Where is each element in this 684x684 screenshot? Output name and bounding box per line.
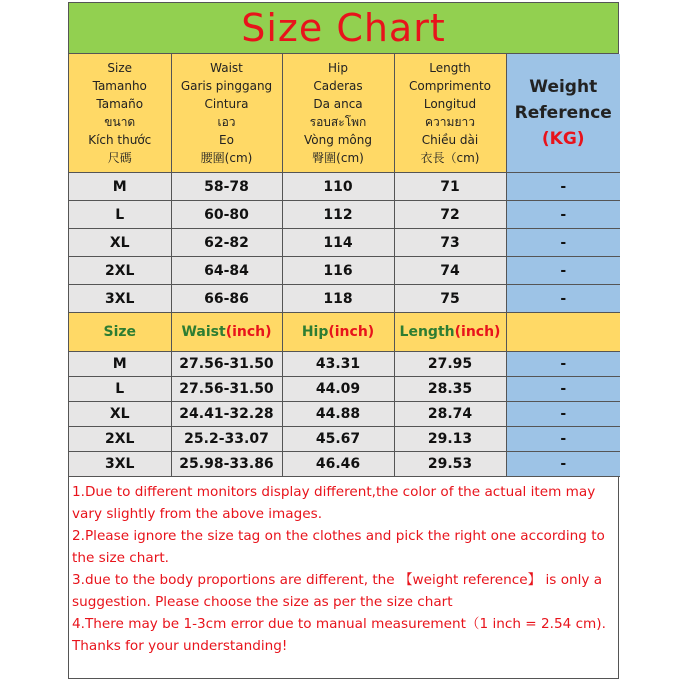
cell-hip: 44.88 xyxy=(282,402,394,427)
note-1: 1.Due to different monitors display different,the color of the actual item may vary slightly from the above images. xyxy=(72,484,596,522)
cell-size: 3XL xyxy=(69,452,171,477)
cell-size: M xyxy=(69,173,171,201)
inch-header-length: Length(inch) xyxy=(394,313,506,352)
header-length: Length Comprimento Longitud ความยาว Chiều dài 衣長（cm) xyxy=(394,54,506,173)
inch-header-waist: Waist(inch) xyxy=(171,313,282,352)
note-4: 4.There may be 1-3cm error due to manual measurement（1 inch = 2.54 cm). xyxy=(72,616,606,632)
cell-size: L xyxy=(69,377,171,402)
cell-length: 29.53 xyxy=(394,452,506,477)
cell-hip: 45.67 xyxy=(282,427,394,452)
size-table xyxy=(69,54,620,477)
table-row xyxy=(69,173,620,201)
header-waist: Waist Garis pinggang Cintura เอว Eo 腰圍(cm) xyxy=(171,54,282,173)
cell-size: 2XL xyxy=(69,427,171,452)
header-size: Size Tamanho Tamaño ขนาด Kích thước 尺碼 xyxy=(69,54,171,173)
table-row xyxy=(69,377,620,402)
cell-waist: 27.56-31.50 xyxy=(171,352,282,377)
cell-hip: 112 xyxy=(282,201,394,229)
table-row xyxy=(69,229,620,257)
cell-hip: 118 xyxy=(282,285,394,313)
inch-header-weight xyxy=(506,313,620,352)
cell-size: L xyxy=(69,201,171,229)
inch-header-row xyxy=(69,313,620,352)
cell-waist: 25.98-33.86 xyxy=(171,452,282,477)
table-row xyxy=(69,201,620,229)
chart-title: Size Chart xyxy=(69,3,618,54)
cell-weight: - xyxy=(506,427,620,452)
cell-length: 75 xyxy=(394,285,506,313)
note-3: 3.due to the body proportions are different, the 【weight reference】 is only a suggestion. Please choose the size as per the size chart xyxy=(72,572,603,610)
note-2: 2.Please ignore the size tag on the clothes and pick the right one according to the size chart. xyxy=(72,528,605,566)
cell-hip: 44.09 xyxy=(282,377,394,402)
cell-weight: - xyxy=(506,452,620,477)
cell-length: 74 xyxy=(394,257,506,285)
cell-waist: 27.56-31.50 xyxy=(171,377,282,402)
cell-waist: 24.41-32.28 xyxy=(171,402,282,427)
cell-weight: - xyxy=(506,201,620,229)
note-thanks: Thanks for your understanding! xyxy=(72,638,288,654)
cell-weight: - xyxy=(506,285,620,313)
cell-weight: - xyxy=(506,377,620,402)
cell-waist: 58-78 xyxy=(171,173,282,201)
cell-waist: 60-80 xyxy=(171,201,282,229)
cell-length: 73 xyxy=(394,229,506,257)
cell-waist: 25.2-33.07 xyxy=(171,427,282,452)
cell-hip: 46.46 xyxy=(282,452,394,477)
cell-hip: 116 xyxy=(282,257,394,285)
cm-header-row xyxy=(69,54,620,173)
size-chart xyxy=(68,2,619,679)
inch-header-hip: Hip(inch) xyxy=(282,313,394,352)
table-row xyxy=(69,285,620,313)
cell-waist: 66-86 xyxy=(171,285,282,313)
header-weight-reference: Weight Reference (KG) xyxy=(506,54,620,173)
cell-weight: - xyxy=(506,229,620,257)
cell-size: XL xyxy=(69,402,171,427)
cell-length: 29.13 xyxy=(394,427,506,452)
cell-waist: 64-84 xyxy=(171,257,282,285)
cell-hip: 43.31 xyxy=(282,352,394,377)
cell-size: XL xyxy=(69,229,171,257)
inch-header-size: Size xyxy=(69,313,171,352)
cell-size: 3XL xyxy=(69,285,171,313)
cell-length: 28.74 xyxy=(394,402,506,427)
cell-weight: - xyxy=(506,257,620,285)
notes-section xyxy=(69,477,618,657)
cell-length: 27.95 xyxy=(394,352,506,377)
table-row xyxy=(69,257,620,285)
cell-size: M xyxy=(69,352,171,377)
cell-length: 28.35 xyxy=(394,377,506,402)
cell-length: 72 xyxy=(394,201,506,229)
cell-waist: 62-82 xyxy=(171,229,282,257)
cell-hip: 110 xyxy=(282,173,394,201)
table-row xyxy=(69,427,620,452)
cell-weight: - xyxy=(506,352,620,377)
table-row xyxy=(69,452,620,477)
cell-weight: - xyxy=(506,402,620,427)
cell-hip: 114 xyxy=(282,229,394,257)
table-row xyxy=(69,402,620,427)
table-row xyxy=(69,352,620,377)
header-hip: Hip Caderas Da anca รอบสะโพก Vòng mông 臀圍(cm) xyxy=(282,54,394,173)
cell-size: 2XL xyxy=(69,257,171,285)
cell-weight: - xyxy=(506,173,620,201)
cell-length: 71 xyxy=(394,173,506,201)
